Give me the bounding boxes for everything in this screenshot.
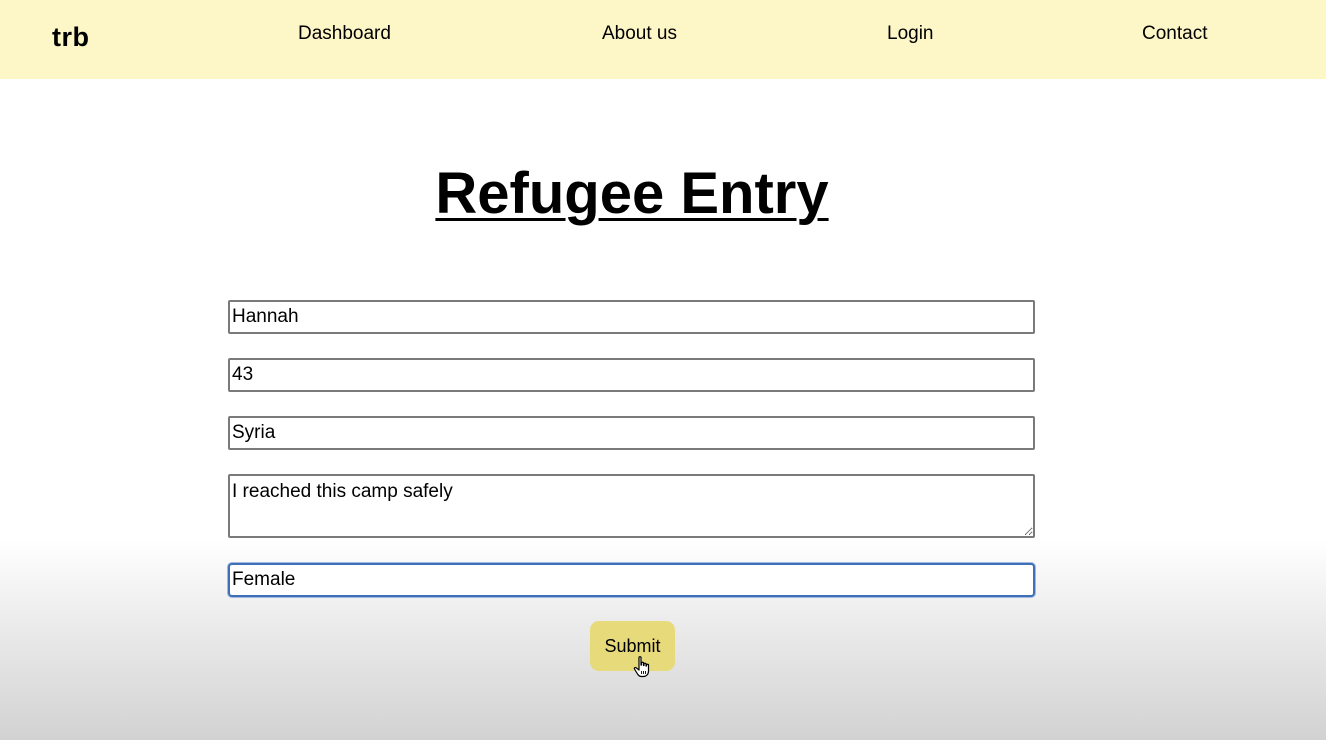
nav-link-contact[interactable]: Contact	[1142, 23, 1208, 44]
nav-link-dashboard[interactable]: Dashboard	[298, 23, 391, 44]
page-title: Refugee Entry	[435, 161, 829, 226]
brand-logo[interactable]: trb	[52, 22, 90, 52]
nav-link-login[interactable]: Login	[887, 23, 934, 44]
gender-input[interactable]	[228, 563, 1035, 597]
navbar	[0, 0, 1326, 79]
name-input[interactable]	[228, 300, 1035, 334]
submit-button[interactable]: Submit	[590, 621, 675, 671]
country-input[interactable]	[228, 416, 1035, 450]
nav-link-about-us[interactable]: About us	[602, 23, 677, 44]
message-textarea[interactable]	[228, 474, 1035, 538]
age-input[interactable]	[228, 358, 1035, 392]
